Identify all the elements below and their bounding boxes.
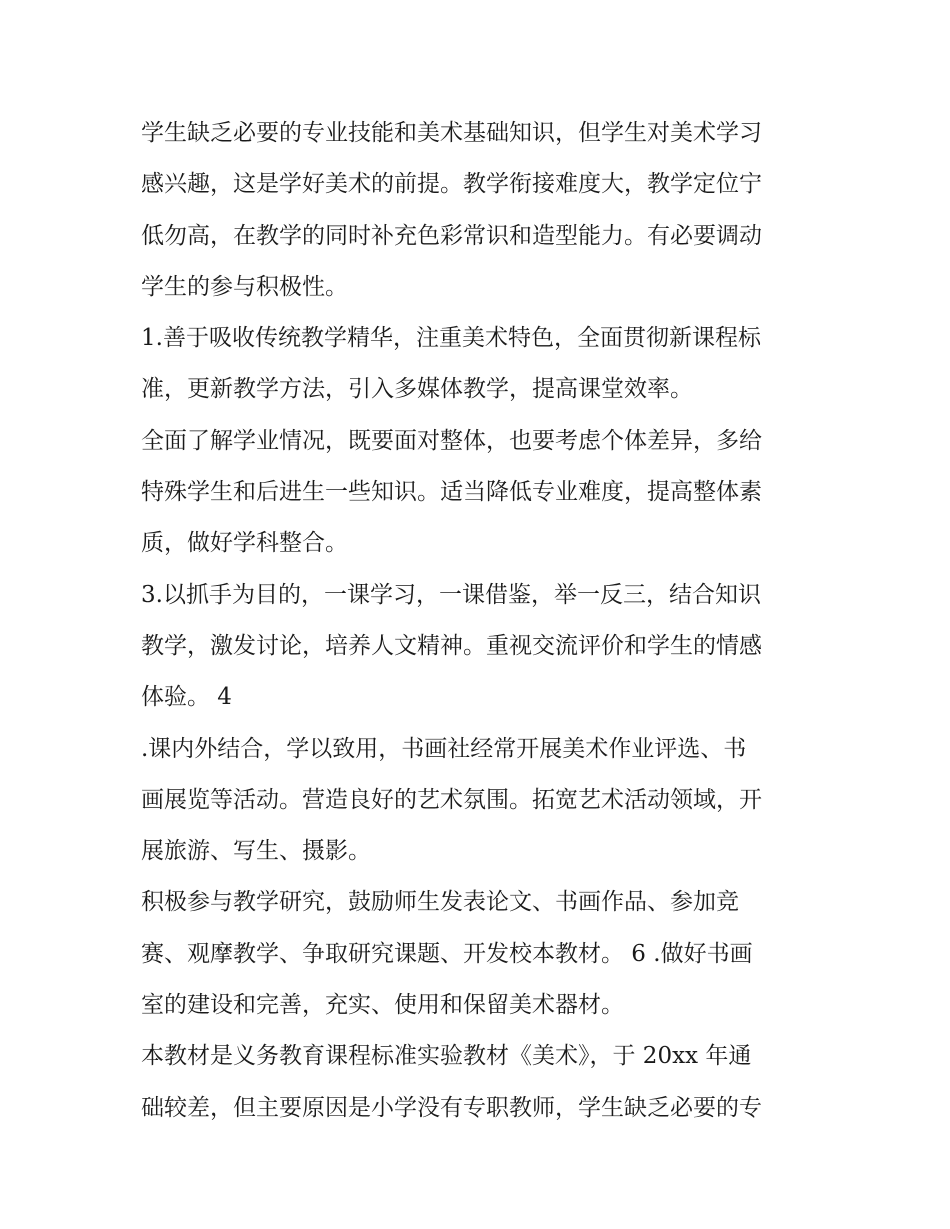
text-line: 积极参与教学研究，鼓励师生发表论文、书画作品、参加竞 [141,889,739,916]
text-line: 画展览等活动。营造良好的艺术氛围。拓宽艺术活动领域，开 [141,786,762,813]
text-line: 特殊学生和后进生一些知识。适当降低专业难度，提高整体素 [141,479,762,506]
text-line: 全面了解学业情况，既要面对整体，也要考虑个体差异，多给 [141,427,762,454]
text-line: 质，做好学科整合。 [141,530,348,557]
text-line: 学生的参与积极性。 [141,273,348,300]
text-line: 本教材是义务教育课程标准实验教材《美术》，于 20xx 年通 [141,1043,752,1070]
text-line: 础较差，但主要原因是小学没有专职教师，学生缺乏必要的专 [141,1094,762,1121]
text-line: 教学，激发讨论，培养人文精神。重视交流评价和学生的情感 [141,632,762,659]
text-line: 室的建设和完善，充实、使用和保留美术器材。 [141,992,624,1019]
text-line: 准，更新教学方法，引入多媒体教学，提高课堂效率。 [141,376,693,403]
text-line: 3.以抓手为目的，一课学习，一课借鉴，举一反三，结合知识 [141,581,761,608]
text-line: 体验。 4 [141,684,232,711]
document-body [141,108,821,1134]
text-line: 赛、观摩教学、争取研究课题、开发校本教材。 6 .做好书画 [141,940,753,967]
text-line: 展旅游、写生、摄影。 [141,838,371,865]
text-line: 低勿高，在教学的同时补充色彩常识和造型能力。有必要调动 [141,222,762,249]
text-line: 感兴趣，这是学好美术的前提。教学衔接难度大，教学定位宁 [141,171,762,198]
text-line: 1.善于吸收传统教学精华，注重美术特色，全面贯彻新课程标 [141,325,761,352]
text-line: .课内外结合，学以致用，书画社经常开展美术作业评选、书 [141,735,747,762]
text-line: 学生缺乏必要的专业技能和美术基础知识，但学生对美术学习 [141,120,762,146]
